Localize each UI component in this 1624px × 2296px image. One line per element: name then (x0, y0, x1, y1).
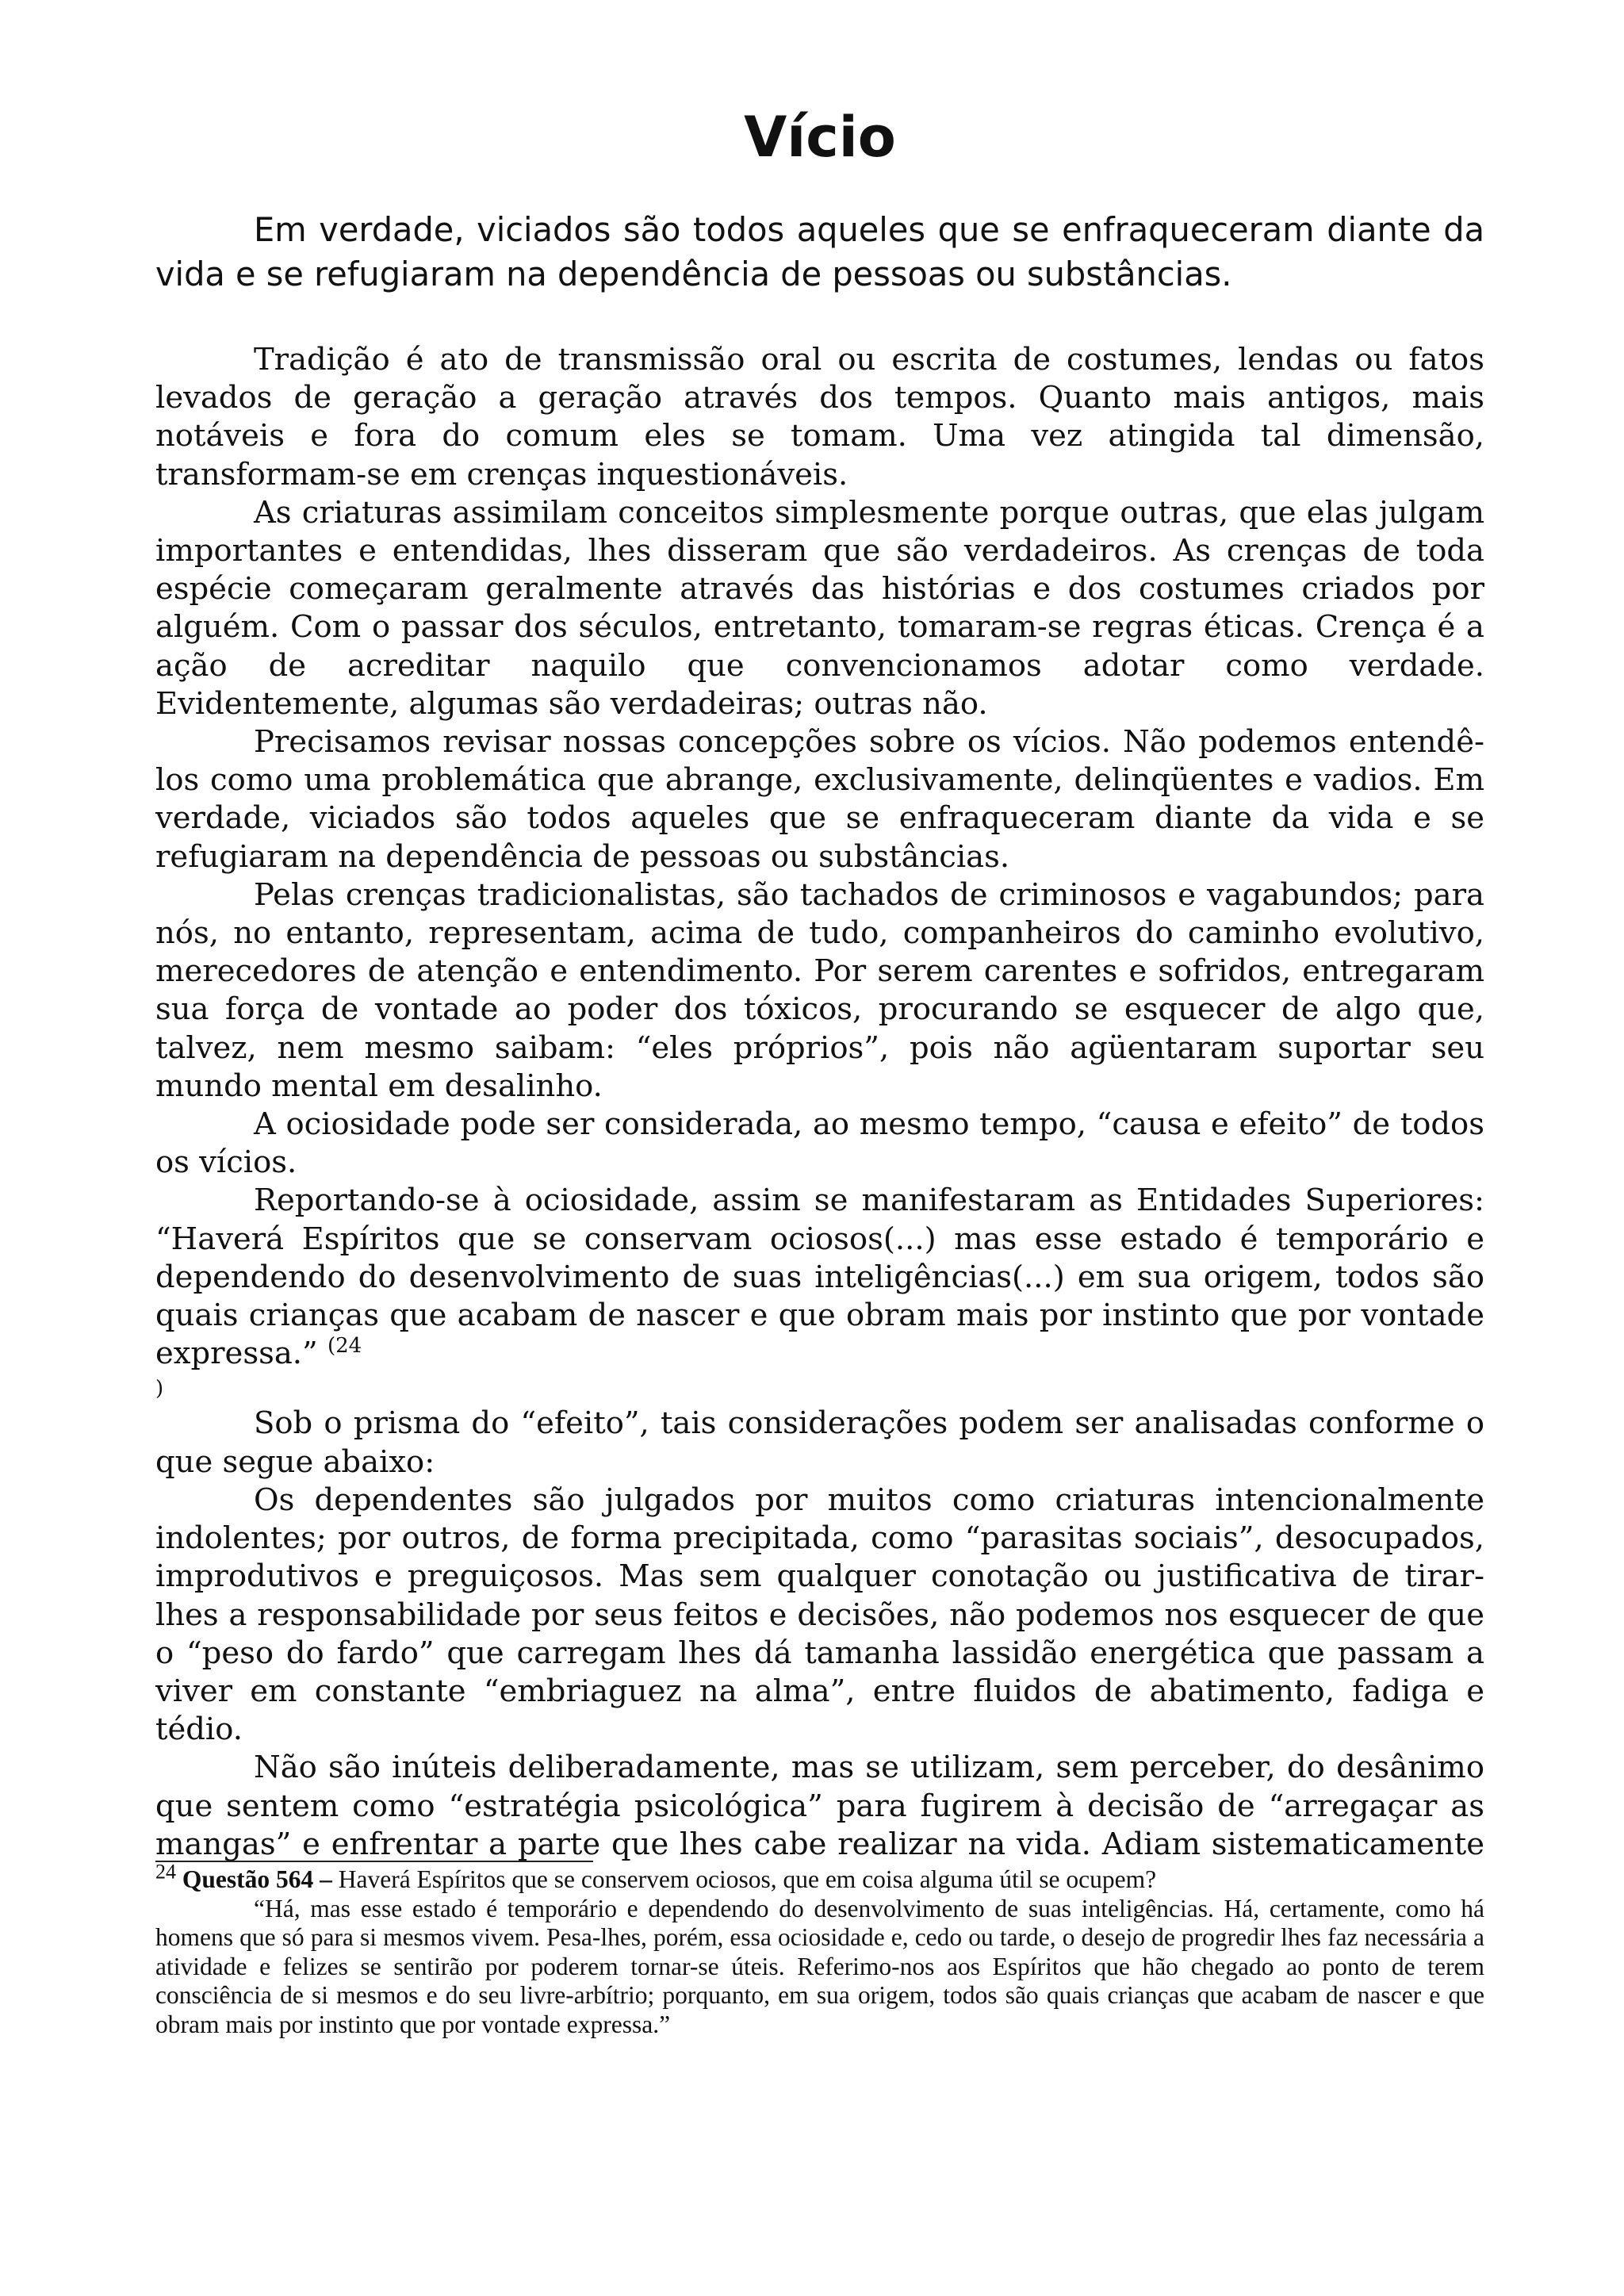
footnote-answer: “Há, mas esse estado é temporário e dependendo do desenvolvimento de suas inteligências. Há, certamente, como há homens que só para si mesmos vivem. Pesa-lhes, porém, essa ociosidade e, cedo ou tarde, o desejo de progredir lhes faz necessária a atividade e felizes se sentirão por poderem tornar-se úteis. Referimo-nos aos Espíritos que hão chegado ao ponto de terem consciência de si mesmos e do seu livre-arbítrio; porquanto, em sua origem, todos são quais crianças que acabam de nascer e que obram mais por instinto que por vontade expressa.” (155, 1894, 1484, 2038)
footnote-question (155, 1860, 1484, 1895)
footnote-reference[interactable]: (24 (327, 1334, 362, 1359)
paragraph: A ociosidade pode ser considerada, ao mesmo tempo, “causa e efeito” de todos os vícios. (155, 1106, 1484, 1181)
paragraph: Os dependentes são julgados por muitos como criaturas intencionalmente indolentes; por outros, de forma precipitada, como “parasitas sociais”, desocupados, improdutivos e preguiçosos. Mas sem qualquer conotação ou justificativa de tirar-lhes a responsabilidade por seus feitos e decisões, não podemos nos esquecer de que o “peso do fardo” que carregam lhes dá tamanha lassidão energética que passam a viver em constante “embriaguez na alma”, entre fluidos de abatimento, fadiga e tédio. (155, 1481, 1484, 1748)
paragraph: Precisamos revisar nossas concepções sobre os vícios. Não podemos entendê-los como uma problemática que abrange, exclusivamente, delinqüentes e vadios. Em verdade, viciados são todos aqueles que se enfraqueceram diante da vida e se refugiaram na dependência de pessoas ou substâncias. (155, 724, 1484, 875)
footnote-reference-close: ) (155, 1377, 164, 1401)
paragraph: Tradição é ato de transmissão oral ou escrita de costumes, lendas ou fatos levados de geração a geração através dos tempos. Quanto mais antigos, mais notáveis e fora do comum eles se tomam. Uma vez atingida tal dimensão, transformam-se em crenças inquestionáveis. (155, 342, 1484, 493)
paragraph-continued: Não são inúteis deliberadamente, mas se utilizam, sem perceber, do desânimo que sentem como “estratégia psicológica” para fugirem à decisão de “arregaçar as mangas” e enfrentar a parte que lhes cabe realizar na vida. Adiam sistematicamente (155, 1750, 1484, 1862)
body-text (155, 341, 1484, 1864)
footnote-question-text: Haverá Espíritos que se conservem ociosos, que em coisa alguma útil se ocupem? (331, 1865, 1157, 1893)
paragraph: Sob o prisma do “efeito”, tais considerações podem ser analisadas conforme o que segue abaixo: (155, 1405, 1484, 1480)
page-title: Vício (744, 105, 896, 170)
footnotes (155, 1860, 1484, 2039)
paragraph: As criaturas assimilam conceitos simplesmente porque outras, que elas julgam importantes e entendidas, lhes disseram que são verdadeiros. As crenças de toda espécie começaram geralmente através das histórias e dos costumes criados por alguém. Com o passar dos séculos, entretanto, tomaram-se regras éticas. Crença é a ação de acreditar naquilo que convencionamos adotar como verdade. Evidentemente, algumas são verdadeiras; outras não. (155, 494, 1484, 722)
paragraph-text: Reportando-se à ociosidade, assim se manifestaram as Entidades Superiores: “Haverá Espíritos que se conservam ociosos(...) mas esse estado é temporário e dependendo do desenvolvimento de suas inteligências(...) em sua origem, todos são quais crianças que acabam de nascer e que obram mais por instinto que por vontade expressa.” (155, 1182, 1484, 1372)
footnote-divider (155, 1861, 593, 1862)
footnote-number: 24 (155, 1860, 176, 1884)
paragraph: Pelas crenças tradicionalistas, são tachados de criminosos e vagabundos; para nós, no entanto, representam, acima de tudo, companheiros do caminho evolutivo, merecedores de atenção e entendimento. Por serem carentes e sofridos, entregaram sua força de vontade ao poder dos tóxicos, procurando se esquecer de algo que, talvez, nem mesmo saibam: “eles próprios”, pois não agüentaram suportar seu mundo mental em desalinho. (155, 876, 1484, 1104)
epigraph: Em verdade, viciados são todos aqueles que se enfraqueceram diante da vida e se refugiaram na dependência de pessoas ou substâncias. (155, 210, 1484, 293)
paragraph-with-reference (155, 1182, 1484, 1405)
footnote-label: Questão 564 – (182, 1865, 332, 1893)
